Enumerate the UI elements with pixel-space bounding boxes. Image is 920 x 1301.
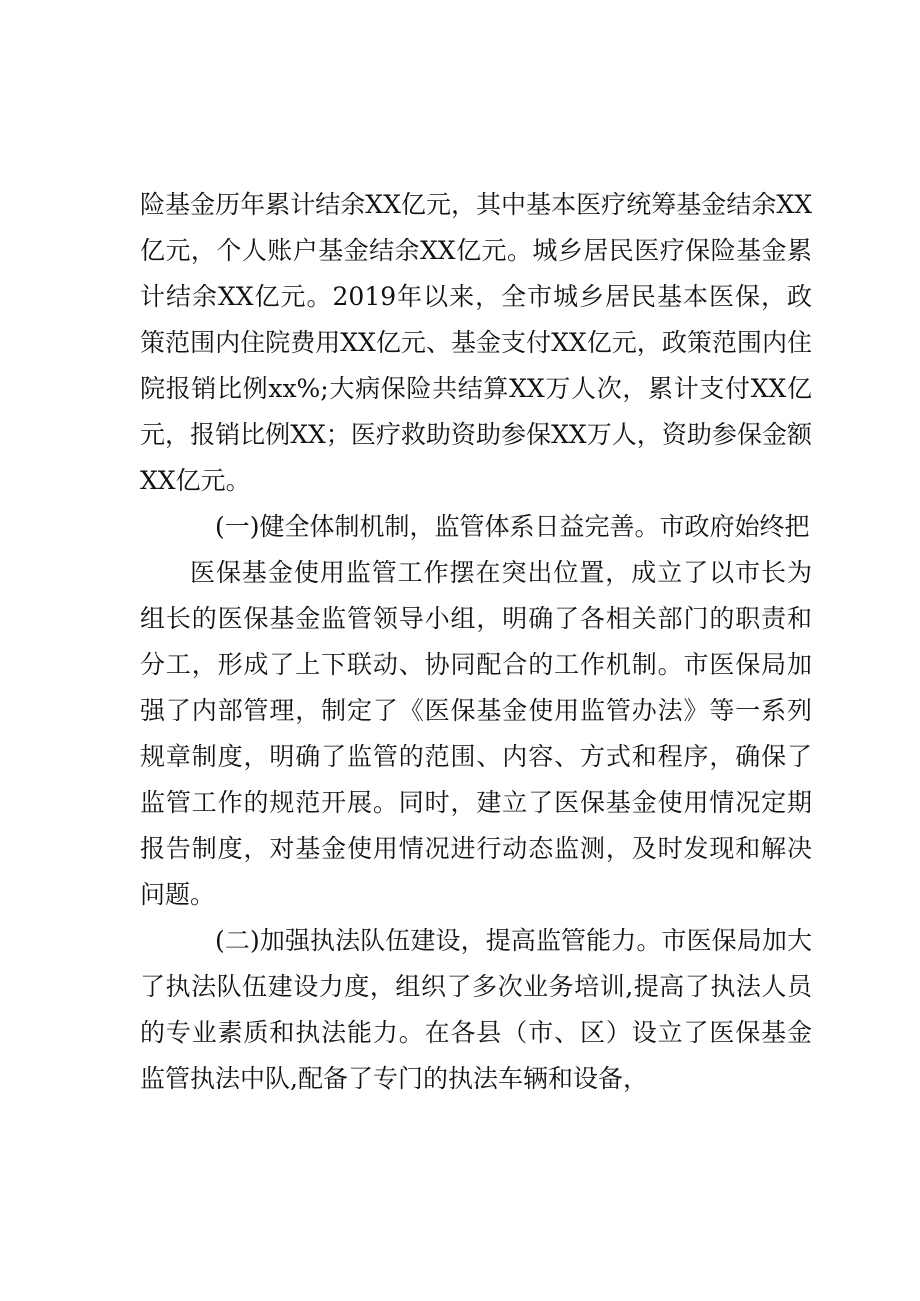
document-body [140,182,812,1102]
paragraph-supervision-work: 医保基金使用监管工作摆在突出位置，成立了以市长为组长的医保基金监管领导小组，明确了各相关部门的职责和分工，形成了上下联动、协同配合的工作机制。市医保局加强了内部管理，制定了《医保基金使用监管办法》等一系列规章制度，明确了监管的范围、内容、方式和程序，确保了监管工作的规范开展。同时，建立了医保基金使用情况定期报告制度，对基金使用情况进行动态监测，及时发现和解决问题。 [140,558,812,909]
paragraph-section-two: (二)加强执法队伍建设，提高监管能力。市医保局加大了执法队伍建设力度，组织了多次业务培训,提高了执法人员的专业素质和执法能力。在各县（市、区）设立了医保基金监管执法中队,配备了专门的执法车辆和设备， [140,926,812,1093]
paragraph-fund-balance: 险基金历年累计结余XX亿元，其中基本医疗统筹基金结余XX亿元，个人账户基金结余XX亿元。城乡居民医疗保险基金累计结余XX亿元。2019年以来，全市城乡居民基本医保，政策范围内住院费用XX亿元、基金支付XX亿元，政策范围内住院报销比例xx%;大病保险共结算XX万人次，累计支付XX亿元，报销比例XX；医疗救助资助参保XX万人，资助参保金额XX亿元。 [140,190,812,495]
paragraph-section-one-heading: (一)健全体制机制，监管体系日益完善。市政府始终把 [215,512,810,541]
